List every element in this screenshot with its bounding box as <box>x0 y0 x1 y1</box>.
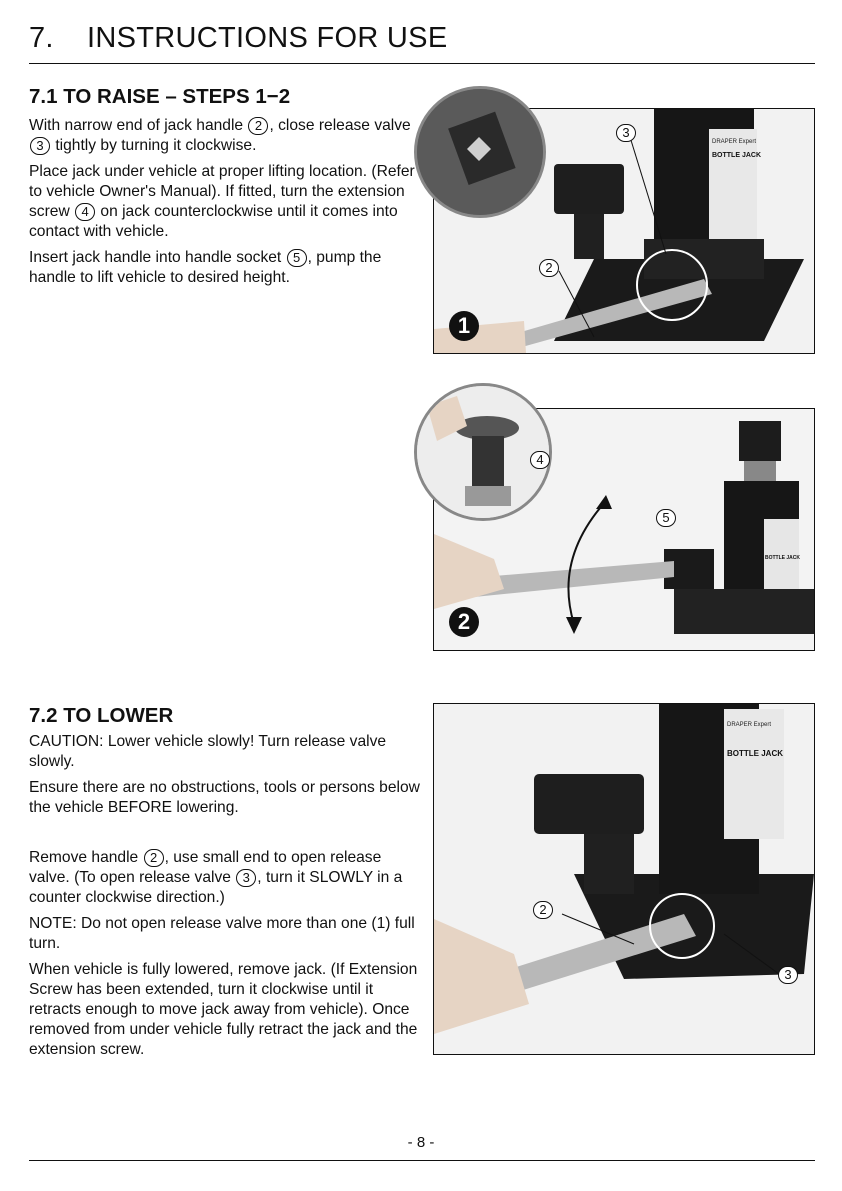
product-label: BOTTLE JACK <box>727 749 783 758</box>
step-number-badge: 1 <box>449 311 479 341</box>
product-label: BOTTLE JACK <box>712 152 761 159</box>
brand-badge: DRAPER Expert <box>712 139 757 145</box>
raise-paragraph-1: With narrow end of jack handle 2 , close release valve 3 tightly by turning it clockwise. <box>29 117 411 154</box>
lower-text <box>29 732 424 1066</box>
callout-marker: 5 <box>656 509 676 527</box>
ref-marker: 2 <box>248 117 268 135</box>
section-title-text: INSTRUCTIONS FOR USE <box>87 22 448 54</box>
brand-badge: DRAPER Expert <box>727 722 772 728</box>
product-label: BOTTLE JACK <box>765 555 800 561</box>
callout-marker: 3 <box>616 124 636 142</box>
lower-paragraph-note: NOTE: Do not open release valve more than one (1) full turn. <box>29 915 415 952</box>
raise-text <box>29 116 424 294</box>
callout-marker: 3 <box>778 966 798 984</box>
extension-screw-closeup <box>417 386 549 518</box>
section-number: 7. <box>29 22 54 54</box>
lower-paragraph-caution: CAUTION: Lower vehicle slowly! Turn release valve slowly. <box>29 733 387 770</box>
raise-paragraph-2: Place jack under vehicle at proper lifting location. (Refer to vehicle Owner's Manual). If fitted, turn the extension screw 4 on jack counterclockwise until it comes into contact with vehicle. <box>29 163 415 240</box>
ref-marker: 3 <box>30 137 50 155</box>
ref-marker: 4 <box>75 203 95 221</box>
figure-1-inset <box>414 86 546 218</box>
lower-paragraph-obstructions: Ensure there are no obstructions, tools or persons below the vehicle BEFORE lowering. <box>29 779 420 816</box>
lower-heading: 7.2 TO LOWER <box>29 704 174 727</box>
step-number-badge: 2 <box>449 607 479 637</box>
figure-3-illustration <box>434 704 814 1054</box>
page-number: - 8 - <box>407 1134 435 1151</box>
lower-paragraph-fully-lowered: When vehicle is fully lowered, remove jack. (If Extension Screw has been extended, turn it clockwise until it retracts enough to move jack away from vehicle). Once removed from under vehicle fully retract the jack and the extension screw. <box>29 961 418 1058</box>
callout-marker: 4 <box>530 451 550 469</box>
callout-marker: 2 <box>533 901 553 919</box>
lower-paragraph-remove-handle: Remove handle 2 , use small end to open release valve. (To open release valve 3 , turn it SLOWLY in a counter clockwise direction.) <box>29 849 403 906</box>
header-divider <box>29 63 815 64</box>
footer-divider <box>29 1160 815 1161</box>
raise-heading: 7.1 TO RAISE – STEPS 1−2 <box>29 85 291 108</box>
ref-marker: 3 <box>236 869 256 887</box>
section-title <box>29 22 447 55</box>
release-valve-closeup <box>417 89 543 215</box>
ref-marker: 5 <box>287 249 307 267</box>
raise-paragraph-3: Insert jack handle into handle socket 5 , pump the handle to lift vehicle to desired height. <box>29 249 382 286</box>
callout-marker: 2 <box>539 259 559 277</box>
ref-marker: 2 <box>144 849 164 867</box>
figure-3-photo <box>433 703 815 1055</box>
figure-2-inset <box>414 383 552 521</box>
